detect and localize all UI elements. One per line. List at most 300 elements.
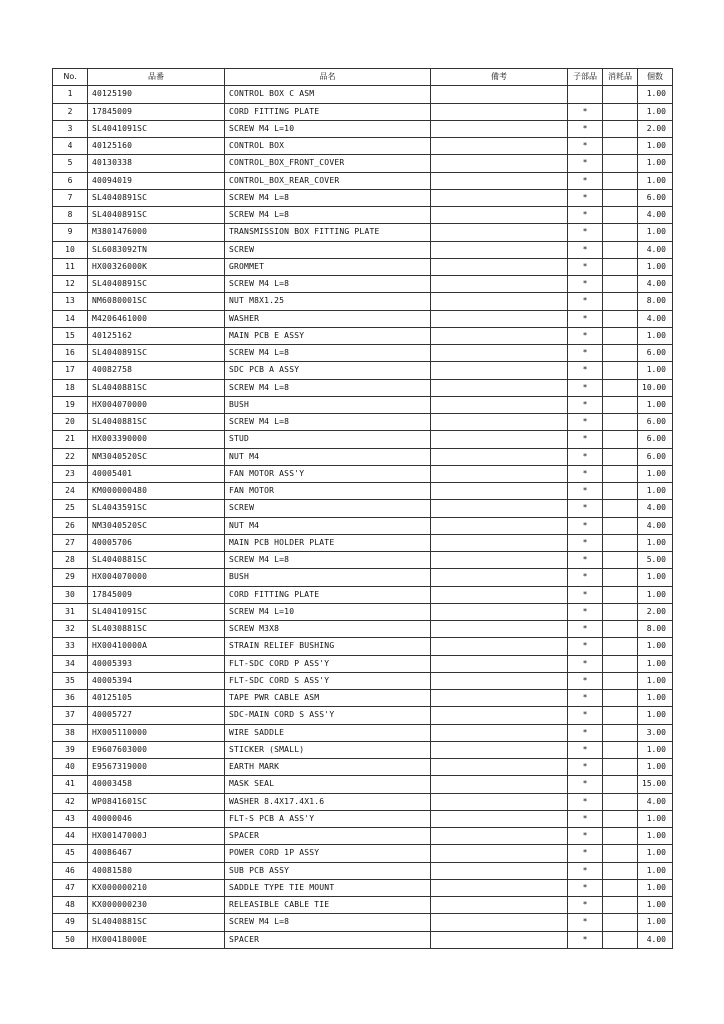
table-row xyxy=(53,276,673,293)
cell-child-part: * xyxy=(568,276,603,293)
cell-part-name: EARTH MARK xyxy=(225,759,431,776)
cell-part-number: 40005401 xyxy=(88,465,225,482)
cell-child-part: * xyxy=(568,569,603,586)
table-row xyxy=(53,224,673,241)
cell-no: 10 xyxy=(53,241,88,258)
cell-quantity: 1.00 xyxy=(638,690,673,707)
cell-remarks xyxy=(431,552,568,569)
cell-quantity: 8.00 xyxy=(638,293,673,310)
cell-part-number: E9607603000 xyxy=(88,741,225,758)
cell-part-name: FLT-S PCB A ASS'Y xyxy=(225,810,431,827)
cell-no: 1 xyxy=(53,86,88,103)
table-row xyxy=(53,603,673,620)
cell-child-part: * xyxy=(568,586,603,603)
table-row xyxy=(53,293,673,310)
cell-quantity: 2.00 xyxy=(638,120,673,137)
table-row xyxy=(53,86,673,103)
table-row xyxy=(53,465,673,482)
cell-remarks xyxy=(431,879,568,896)
cell-remarks xyxy=(431,396,568,413)
cell-part-name: SCREW M4 L=8 xyxy=(225,914,431,931)
cell-child-part: * xyxy=(568,517,603,534)
cell-child-part: * xyxy=(568,345,603,362)
cell-part-number: HX003390000 xyxy=(88,431,225,448)
cell-consumable xyxy=(603,120,638,137)
cell-part-number: HX00418000E xyxy=(88,931,225,948)
table-row xyxy=(53,552,673,569)
cell-no: 45 xyxy=(53,845,88,862)
cell-child-part xyxy=(568,86,603,103)
cell-no: 15 xyxy=(53,327,88,344)
cell-no: 43 xyxy=(53,810,88,827)
cell-child-part: * xyxy=(568,310,603,327)
cell-consumable xyxy=(603,276,638,293)
cell-no: 5 xyxy=(53,155,88,172)
cell-child-part: * xyxy=(568,414,603,431)
cell-no: 29 xyxy=(53,569,88,586)
cell-child-part: * xyxy=(568,707,603,724)
table-row xyxy=(53,207,673,224)
cell-quantity: 8.00 xyxy=(638,621,673,638)
cell-remarks xyxy=(431,845,568,862)
cell-part-name: FAN MOTOR ASS'Y xyxy=(225,465,431,482)
cell-child-part: * xyxy=(568,914,603,931)
cell-part-number: 40125162 xyxy=(88,327,225,344)
table-row xyxy=(53,931,673,948)
cell-child-part: * xyxy=(568,224,603,241)
cell-part-number: 40000046 xyxy=(88,810,225,827)
cell-quantity: 1.00 xyxy=(638,638,673,655)
cell-remarks xyxy=(431,707,568,724)
cell-part-number: HX00147000J xyxy=(88,828,225,845)
table-row xyxy=(53,741,673,758)
cell-quantity: 1.00 xyxy=(638,707,673,724)
cell-no: 8 xyxy=(53,207,88,224)
cell-part-number: SL4040891SC xyxy=(88,276,225,293)
cell-part-number: SL4040881SC xyxy=(88,552,225,569)
header-child-part: 子部品 xyxy=(568,69,603,86)
cell-no: 14 xyxy=(53,310,88,327)
cell-child-part: * xyxy=(568,724,603,741)
cell-no: 20 xyxy=(53,414,88,431)
cell-remarks xyxy=(431,586,568,603)
cell-remarks xyxy=(431,690,568,707)
cell-quantity: 6.00 xyxy=(638,414,673,431)
table-row xyxy=(53,828,673,845)
cell-quantity: 1.00 xyxy=(638,138,673,155)
cell-part-number: HX00326000K xyxy=(88,258,225,275)
cell-part-number: 40081580 xyxy=(88,862,225,879)
cell-child-part: * xyxy=(568,810,603,827)
cell-part-name: SCREW M4 L=8 xyxy=(225,276,431,293)
cell-child-part: * xyxy=(568,396,603,413)
cell-quantity: 4.00 xyxy=(638,500,673,517)
cell-consumable xyxy=(603,310,638,327)
table-row xyxy=(53,345,673,362)
table-row xyxy=(53,189,673,206)
cell-consumable xyxy=(603,603,638,620)
cell-remarks xyxy=(431,897,568,914)
cell-quantity: 1.00 xyxy=(638,879,673,896)
cell-consumable xyxy=(603,103,638,120)
cell-remarks xyxy=(431,724,568,741)
parts-list-sheet xyxy=(52,68,673,949)
cell-no: 17 xyxy=(53,362,88,379)
table-row xyxy=(53,672,673,689)
cell-part-name: SCREW M4 L=8 xyxy=(225,379,431,396)
table-row xyxy=(53,327,673,344)
cell-quantity: 1.00 xyxy=(638,396,673,413)
cell-quantity: 1.00 xyxy=(638,759,673,776)
cell-quantity: 4.00 xyxy=(638,931,673,948)
cell-quantity: 3.00 xyxy=(638,724,673,741)
cell-consumable xyxy=(603,431,638,448)
cell-quantity: 1.00 xyxy=(638,258,673,275)
cell-part-name: SUB PCB ASSY xyxy=(225,862,431,879)
cell-part-name: WASHER 8.4X17.4X1.6 xyxy=(225,793,431,810)
table-row xyxy=(53,879,673,896)
cell-remarks xyxy=(431,189,568,206)
cell-no: 35 xyxy=(53,672,88,689)
cell-no: 31 xyxy=(53,603,88,620)
cell-part-name: SCREW M4 L=8 xyxy=(225,345,431,362)
cell-remarks xyxy=(431,258,568,275)
cell-quantity: 1.00 xyxy=(638,534,673,551)
cell-quantity: 1.00 xyxy=(638,362,673,379)
cell-child-part: * xyxy=(568,793,603,810)
cell-quantity: 1.00 xyxy=(638,845,673,862)
cell-child-part: * xyxy=(568,362,603,379)
cell-no: 21 xyxy=(53,431,88,448)
cell-remarks xyxy=(431,483,568,500)
cell-remarks xyxy=(431,310,568,327)
cell-part-name: MAIN PCB E ASSY xyxy=(225,327,431,344)
cell-part-number: E9567319000 xyxy=(88,759,225,776)
cell-no: 9 xyxy=(53,224,88,241)
cell-part-number: 40082758 xyxy=(88,362,225,379)
cell-remarks xyxy=(431,638,568,655)
cell-part-number: SL4040891SC xyxy=(88,189,225,206)
cell-consumable xyxy=(603,586,638,603)
table-row xyxy=(53,241,673,258)
cell-quantity: 4.00 xyxy=(638,207,673,224)
cell-remarks xyxy=(431,517,568,534)
cell-consumable xyxy=(603,672,638,689)
cell-part-name: CONTROL_BOX_REAR_COVER xyxy=(225,172,431,189)
cell-part-name: SPACER xyxy=(225,828,431,845)
cell-part-number: 40005706 xyxy=(88,534,225,551)
cell-quantity: 10.00 xyxy=(638,379,673,396)
cell-part-number: NM3040520SC xyxy=(88,517,225,534)
cell-part-number: WP0841601SC xyxy=(88,793,225,810)
cell-child-part: * xyxy=(568,845,603,862)
cell-part-number: 17845009 xyxy=(88,586,225,603)
cell-consumable xyxy=(603,914,638,931)
cell-part-number: SL4040881SC xyxy=(88,414,225,431)
cell-remarks xyxy=(431,810,568,827)
cell-no: 22 xyxy=(53,448,88,465)
cell-quantity: 4.00 xyxy=(638,310,673,327)
table-row xyxy=(53,793,673,810)
cell-remarks xyxy=(431,431,568,448)
cell-child-part: * xyxy=(568,207,603,224)
cell-remarks xyxy=(431,569,568,586)
table-row xyxy=(53,655,673,672)
cell-part-number: 40005394 xyxy=(88,672,225,689)
cell-quantity: 1.00 xyxy=(638,569,673,586)
table-row xyxy=(53,500,673,517)
cell-part-name: SCREW M4 L=8 xyxy=(225,189,431,206)
cell-child-part: * xyxy=(568,293,603,310)
cell-no: 48 xyxy=(53,897,88,914)
table-row xyxy=(53,517,673,534)
cell-no: 50 xyxy=(53,931,88,948)
cell-child-part: * xyxy=(568,690,603,707)
cell-no: 23 xyxy=(53,465,88,482)
cell-quantity: 4.00 xyxy=(638,276,673,293)
cell-child-part: * xyxy=(568,138,603,155)
table-row xyxy=(53,845,673,862)
cell-part-number: KM000000480 xyxy=(88,483,225,500)
cell-consumable xyxy=(603,241,638,258)
cell-quantity: 1.00 xyxy=(638,483,673,500)
cell-consumable xyxy=(603,655,638,672)
cell-part-name: TAPE PWR CABLE ASM xyxy=(225,690,431,707)
cell-consumable xyxy=(603,379,638,396)
cell-part-number: HX004070000 xyxy=(88,396,225,413)
cell-part-number: SL6083092TN xyxy=(88,241,225,258)
cell-part-name: SPACER xyxy=(225,931,431,948)
cell-no: 19 xyxy=(53,396,88,413)
cell-part-number: 40094019 xyxy=(88,172,225,189)
cell-part-name: NUT M8X1.25 xyxy=(225,293,431,310)
cell-part-name: STICKER (SMALL) xyxy=(225,741,431,758)
cell-no: 6 xyxy=(53,172,88,189)
cell-consumable xyxy=(603,189,638,206)
cell-part-name: SADDLE TYPE TIE MOUNT xyxy=(225,879,431,896)
cell-part-name: SCREW xyxy=(225,241,431,258)
table-row xyxy=(53,155,673,172)
cell-part-name: SCREW M4 L=10 xyxy=(225,603,431,620)
cell-part-name: RELEASIBLE CABLE TIE xyxy=(225,897,431,914)
cell-child-part: * xyxy=(568,931,603,948)
cell-child-part: * xyxy=(568,241,603,258)
cell-remarks xyxy=(431,327,568,344)
cell-no: 2 xyxy=(53,103,88,120)
cell-child-part: * xyxy=(568,603,603,620)
cell-part-name: POWER CORD 1P ASSY xyxy=(225,845,431,862)
cell-child-part: * xyxy=(568,776,603,793)
cell-part-number: SL4030881SC xyxy=(88,621,225,638)
cell-quantity: 1.00 xyxy=(638,897,673,914)
cell-remarks xyxy=(431,828,568,845)
cell-no: 28 xyxy=(53,552,88,569)
table-row xyxy=(53,862,673,879)
cell-no: 34 xyxy=(53,655,88,672)
cell-consumable xyxy=(603,690,638,707)
cell-consumable xyxy=(603,534,638,551)
cell-child-part: * xyxy=(568,672,603,689)
cell-child-part: * xyxy=(568,379,603,396)
cell-part-number: 40125160 xyxy=(88,138,225,155)
cell-no: 24 xyxy=(53,483,88,500)
cell-part-name: SCREW M4 L=8 xyxy=(225,414,431,431)
cell-remarks xyxy=(431,672,568,689)
cell-no: 12 xyxy=(53,276,88,293)
cell-consumable xyxy=(603,741,638,758)
table-row xyxy=(53,534,673,551)
cell-part-number: 40130338 xyxy=(88,155,225,172)
cell-part-name: BUSH xyxy=(225,569,431,586)
cell-no: 41 xyxy=(53,776,88,793)
cell-part-name: NUT M4 xyxy=(225,448,431,465)
cell-no: 37 xyxy=(53,707,88,724)
cell-consumable xyxy=(603,155,638,172)
cell-quantity: 6.00 xyxy=(638,448,673,465)
table-row xyxy=(53,621,673,638)
cell-no: 44 xyxy=(53,828,88,845)
cell-consumable xyxy=(603,345,638,362)
cell-quantity: 1.00 xyxy=(638,103,673,120)
cell-quantity: 1.00 xyxy=(638,465,673,482)
table-row xyxy=(53,138,673,155)
cell-part-name: FLT-SDC CORD S ASS'Y xyxy=(225,672,431,689)
cell-part-number: M4206461000 xyxy=(88,310,225,327)
cell-part-number: 40005727 xyxy=(88,707,225,724)
cell-no: 46 xyxy=(53,862,88,879)
cell-part-number: HX005110000 xyxy=(88,724,225,741)
cell-part-name: MAIN PCB HOLDER PLATE xyxy=(225,534,431,551)
cell-consumable xyxy=(603,931,638,948)
cell-part-name: TRANSMISSION BOX FITTING PLATE xyxy=(225,224,431,241)
cell-part-name: CORD FITTING PLATE xyxy=(225,103,431,120)
cell-consumable xyxy=(603,707,638,724)
table-row xyxy=(53,362,673,379)
cell-consumable xyxy=(603,552,638,569)
cell-consumable xyxy=(603,327,638,344)
cell-consumable xyxy=(603,396,638,413)
table-row xyxy=(53,776,673,793)
cell-no: 39 xyxy=(53,741,88,758)
table-row xyxy=(53,897,673,914)
cell-no: 30 xyxy=(53,586,88,603)
cell-part-number: 40125105 xyxy=(88,690,225,707)
cell-remarks xyxy=(431,776,568,793)
cell-remarks xyxy=(431,914,568,931)
header-quantity: 個数 xyxy=(638,69,673,86)
header-part-number: 品番 xyxy=(88,69,225,86)
cell-no: 4 xyxy=(53,138,88,155)
cell-child-part: * xyxy=(568,741,603,758)
cell-part-name: CONTROL_BOX_FRONT_COVER xyxy=(225,155,431,172)
cell-no: 16 xyxy=(53,345,88,362)
cell-consumable xyxy=(603,500,638,517)
cell-remarks xyxy=(431,741,568,758)
cell-quantity: 1.00 xyxy=(638,862,673,879)
cell-quantity: 1.00 xyxy=(638,172,673,189)
cell-consumable xyxy=(603,810,638,827)
cell-child-part: * xyxy=(568,258,603,275)
cell-quantity: 4.00 xyxy=(638,793,673,810)
cell-child-part: * xyxy=(568,448,603,465)
cell-consumable xyxy=(603,897,638,914)
cell-part-number: 40125190 xyxy=(88,86,225,103)
cell-quantity: 1.00 xyxy=(638,327,673,344)
cell-quantity: 6.00 xyxy=(638,189,673,206)
cell-part-name: SCREW xyxy=(225,500,431,517)
table-row xyxy=(53,103,673,120)
table-row xyxy=(53,258,673,275)
cell-consumable xyxy=(603,621,638,638)
cell-part-number: NM3040520SC xyxy=(88,448,225,465)
table-row xyxy=(53,310,673,327)
cell-remarks xyxy=(431,120,568,137)
cell-part-number: NM6080001SC xyxy=(88,293,225,310)
cell-consumable xyxy=(603,569,638,586)
cell-part-number: SL4040881SC xyxy=(88,379,225,396)
cell-part-number: KX000000230 xyxy=(88,897,225,914)
cell-part-number: HX00410000A xyxy=(88,638,225,655)
cell-quantity: 1.00 xyxy=(638,741,673,758)
cell-remarks xyxy=(431,345,568,362)
cell-remarks xyxy=(431,293,568,310)
cell-quantity: 1.00 xyxy=(638,828,673,845)
cell-no: 27 xyxy=(53,534,88,551)
cell-part-number: KX000000210 xyxy=(88,879,225,896)
cell-consumable xyxy=(603,258,638,275)
table-body xyxy=(53,86,673,949)
cell-child-part: * xyxy=(568,431,603,448)
cell-remarks xyxy=(431,172,568,189)
header-remarks: 備考 xyxy=(431,69,568,86)
table-row xyxy=(53,379,673,396)
table-header-row xyxy=(53,69,673,86)
cell-no: 36 xyxy=(53,690,88,707)
cell-part-number: SL4041091SC xyxy=(88,603,225,620)
cell-child-part: * xyxy=(568,879,603,896)
cell-child-part: * xyxy=(568,189,603,206)
cell-quantity: 1.00 xyxy=(638,672,673,689)
cell-child-part: * xyxy=(568,655,603,672)
cell-child-part: * xyxy=(568,327,603,344)
cell-no: 32 xyxy=(53,621,88,638)
cell-child-part: * xyxy=(568,155,603,172)
cell-part-number: HX004070000 xyxy=(88,569,225,586)
header-consumable: 消耗品 xyxy=(603,69,638,86)
cell-part-name: NUT M4 xyxy=(225,517,431,534)
cell-quantity: 6.00 xyxy=(638,431,673,448)
cell-no: 3 xyxy=(53,120,88,137)
cell-consumable xyxy=(603,86,638,103)
cell-remarks xyxy=(431,931,568,948)
cell-part-name: SDC PCB A ASSY xyxy=(225,362,431,379)
cell-consumable xyxy=(603,759,638,776)
cell-part-name: CONTROL BOX C ASM xyxy=(225,86,431,103)
cell-part-name: CONTROL BOX xyxy=(225,138,431,155)
header-no: No. xyxy=(53,69,88,86)
table-row xyxy=(53,810,673,827)
cell-consumable xyxy=(603,776,638,793)
cell-consumable xyxy=(603,465,638,482)
cell-consumable xyxy=(603,448,638,465)
cell-quantity: 2.00 xyxy=(638,603,673,620)
cell-child-part: * xyxy=(568,172,603,189)
cell-remarks xyxy=(431,276,568,293)
cell-remarks xyxy=(431,603,568,620)
cell-consumable xyxy=(603,414,638,431)
table-row xyxy=(53,707,673,724)
cell-quantity: 1.00 xyxy=(638,586,673,603)
